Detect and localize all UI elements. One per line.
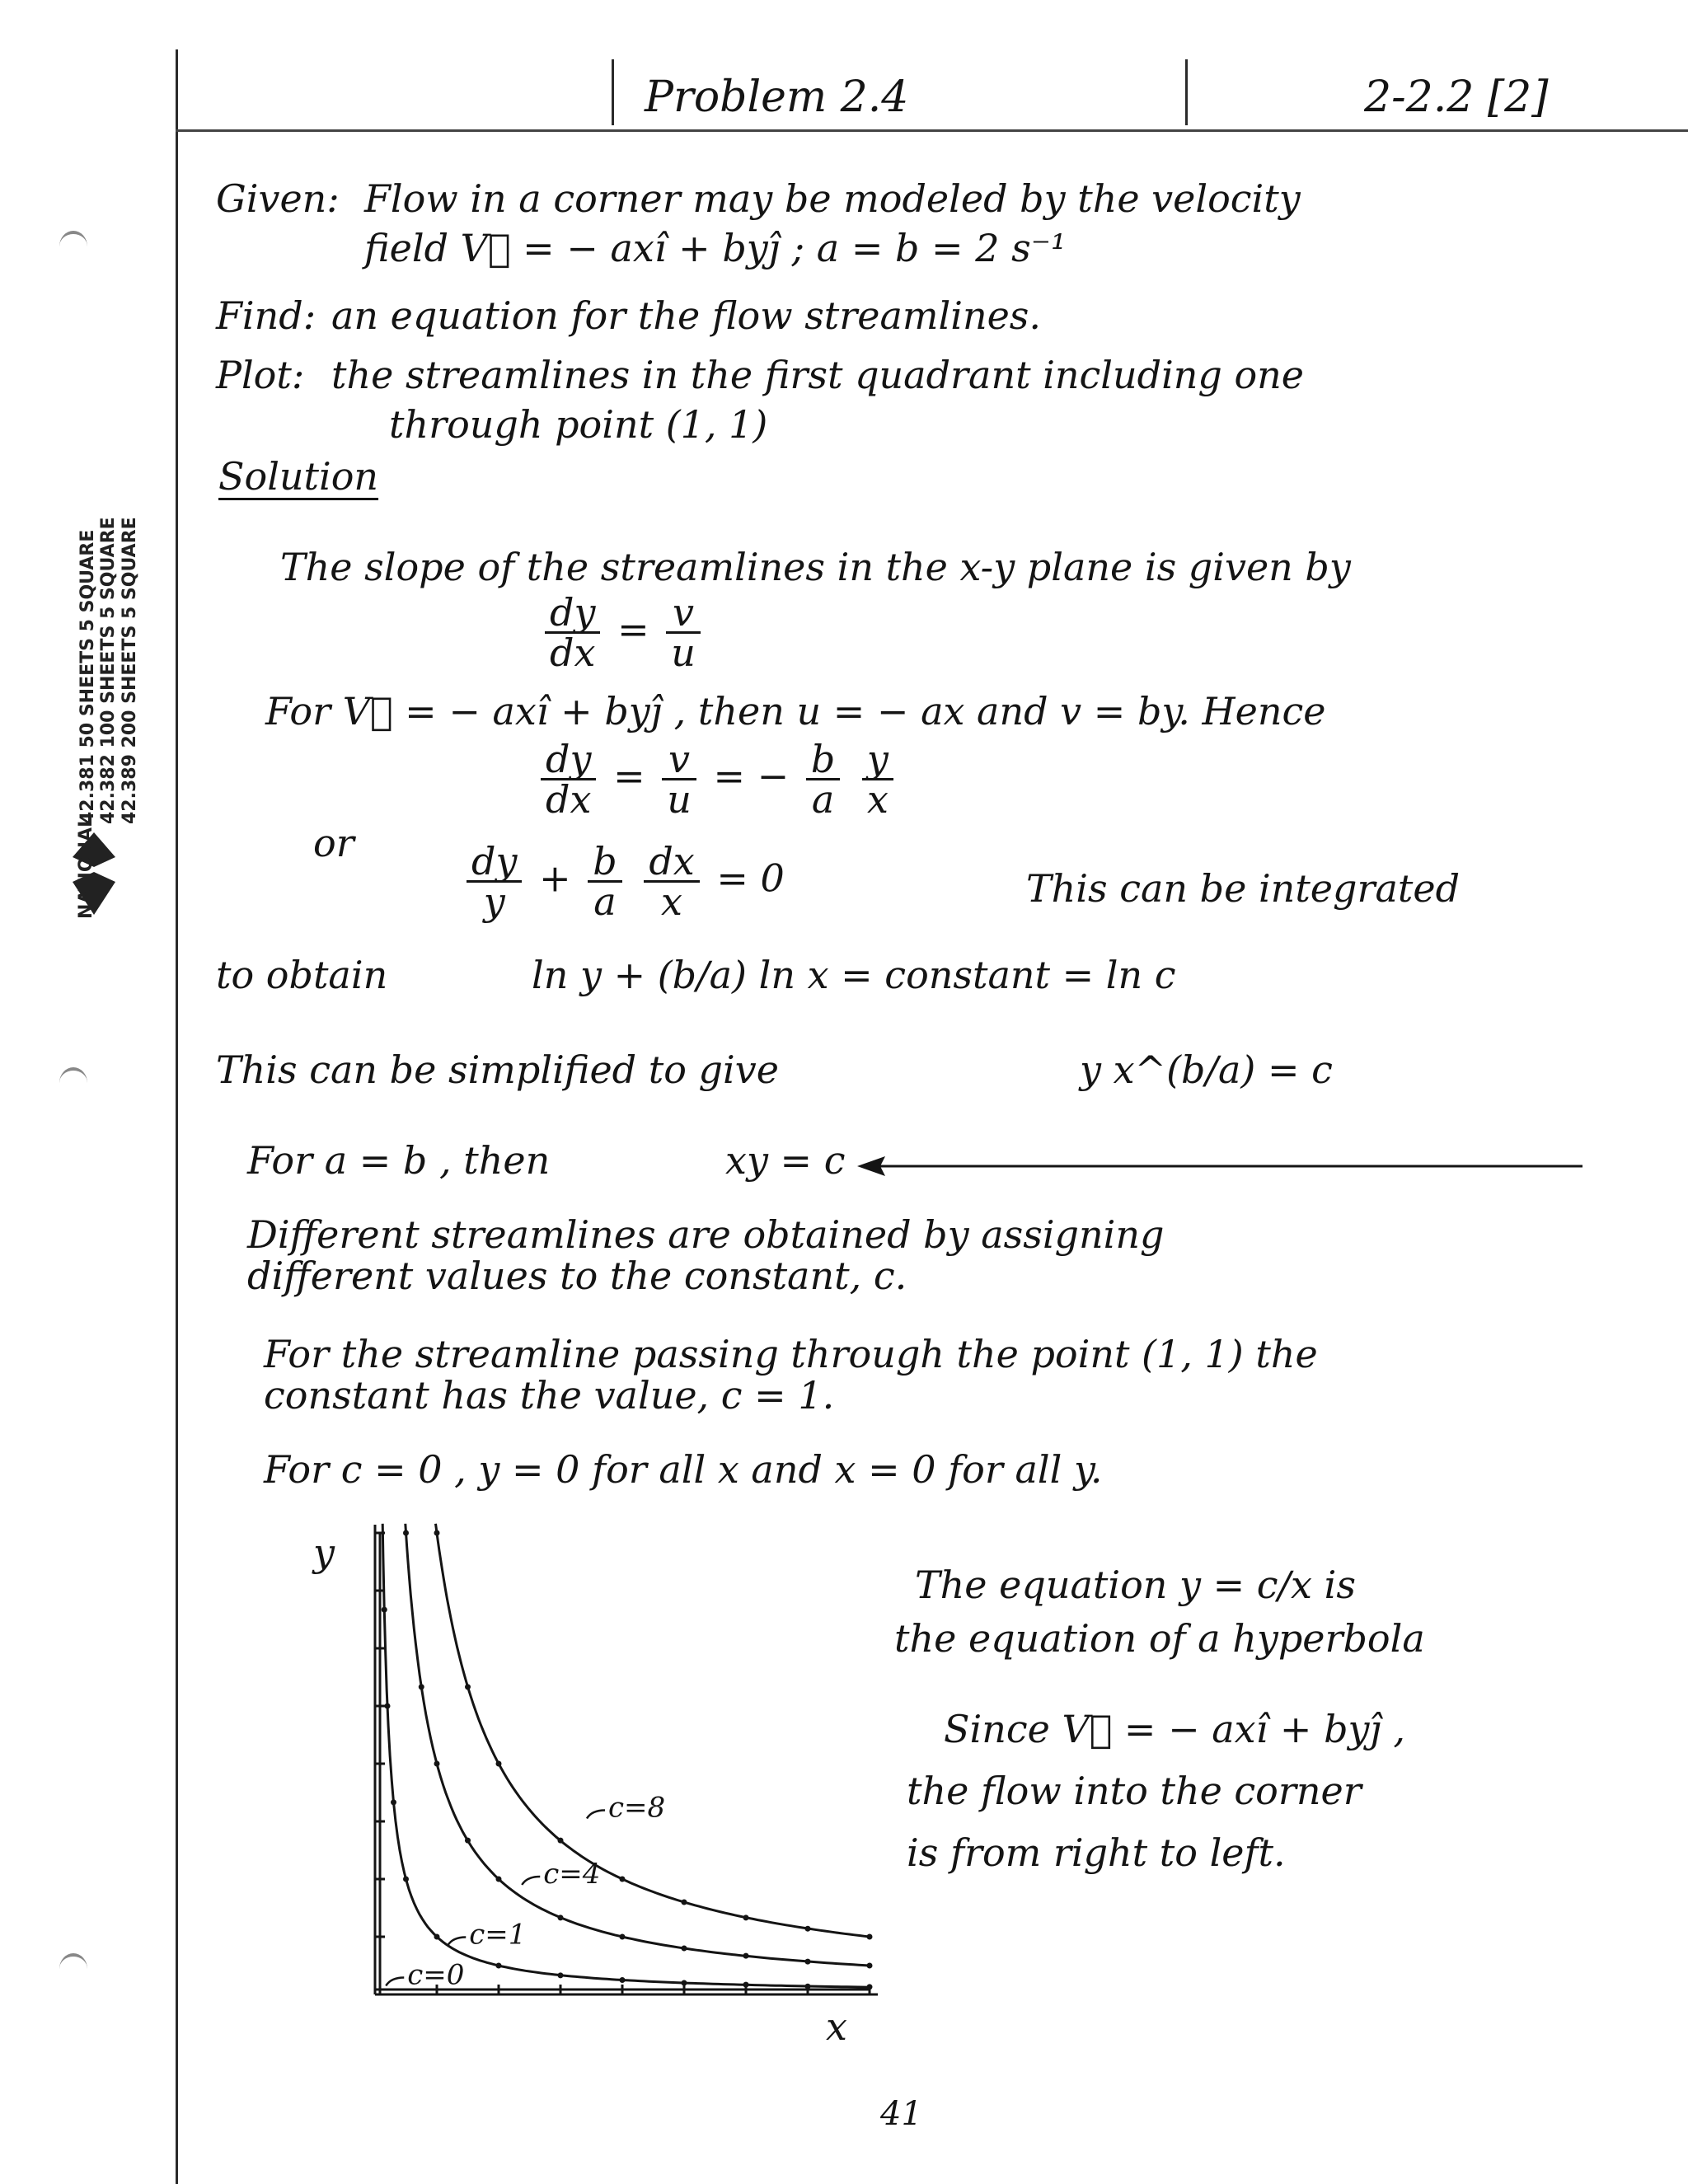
header-divider-right	[1185, 59, 1188, 125]
numerator: y	[862, 740, 893, 780]
streamline-point	[867, 1963, 873, 1969]
fraction	[662, 737, 696, 822]
streamline-c=1	[382, 1524, 870, 1988]
flow-note-3: is from right to left.	[907, 1830, 1286, 1875]
streamline-point	[620, 1934, 626, 1940]
numerator: b	[806, 740, 840, 780]
label-leader	[386, 1978, 404, 1986]
point-line-2: constant has the value, c = 1.	[264, 1373, 835, 1418]
binding-hole	[59, 1067, 87, 1099]
streamline-point	[382, 1607, 387, 1613]
series-label: c=1	[469, 1918, 527, 1952]
streamline-point	[496, 1761, 502, 1767]
pad-sku-line: 42.389 200 SHEETS 5 SQUARE	[119, 517, 140, 824]
header-divider-left	[612, 59, 614, 125]
problem-title: Problem 2.4	[645, 73, 909, 122]
denominator: a	[593, 879, 617, 924]
denominator: u	[667, 777, 692, 822]
pad-brand: NATIONAL	[76, 815, 96, 919]
denominator: dx	[550, 630, 596, 675]
streamline-point	[465, 1838, 471, 1844]
streamline-point	[496, 1877, 502, 1882]
series-label: c=8	[608, 1791, 666, 1825]
streamline-point	[558, 1972, 564, 1978]
equation-2: $\frac{dy}{dx}$ = $\frac{v}{u}$ = − $\frac{b}{a}$ $\frac{y}{x}$	[536, 740, 898, 818]
to-obtain-label: to obtain	[216, 953, 388, 997]
given-label: Given:	[216, 176, 340, 221]
streamline-point	[620, 1877, 626, 1882]
hyperbola-note-1: The equation y = c/x is	[915, 1563, 1356, 1607]
denominator: a	[811, 777, 835, 822]
different-line-1: Different streamlines are obtained by assigning	[247, 1212, 1165, 1257]
c-zero-line: For c = 0 , y = 0 for all x and x = 0 for all y.	[264, 1447, 1103, 1492]
pad-sku-list	[77, 517, 140, 824]
hyperbola-note-2: the equation of a hyperbola	[894, 1616, 1425, 1661]
streamline-point	[385, 1704, 391, 1709]
numerator: dy	[545, 593, 600, 634]
streamline-point	[558, 1915, 564, 1920]
streamline-point	[743, 1982, 749, 1988]
fraction	[541, 737, 596, 822]
pad-sku-line: 42.382 100 SHEETS 5 SQUARE	[98, 517, 120, 824]
fraction	[862, 737, 893, 822]
y-axis-label: y	[313, 1530, 335, 1575]
streamline-point	[682, 1900, 687, 1905]
pad-sku-line: 42.381 50 SHEETS 5 SQUARE	[77, 529, 98, 824]
streamline-point	[419, 1684, 424, 1690]
equation-6: xy = c	[725, 1138, 846, 1183]
denominator: x	[866, 777, 889, 822]
equation-rhs: 0	[760, 855, 785, 901]
label-leader	[587, 1811, 605, 1819]
streamline-point	[391, 1799, 396, 1805]
equation-4: ln y + (b/a) ln x = constant = ln c	[532, 953, 1176, 997]
streamline-point	[682, 1980, 687, 1986]
find-label: Find:	[216, 293, 316, 338]
plot-line-2: through point (1, 1)	[389, 402, 768, 447]
equation-5: y x^(b/a) = c	[1080, 1047, 1333, 1092]
page-number: 41	[880, 2095, 922, 2133]
x-axis-label: x	[826, 2004, 847, 2049]
streamline-point	[682, 1946, 687, 1952]
or-label: or	[313, 821, 354, 865]
simplified-text: This can be simplified to give	[216, 1047, 779, 1092]
solution-heading: Solution	[218, 454, 379, 499]
fraction	[644, 839, 699, 924]
equation-1: $\frac{dy}{dx}$ = $\frac{v}{u}$	[540, 593, 706, 672]
flow-note-1: Since V⃗ = − axî + byĵ ,	[944, 1707, 1406, 1751]
plot-axes	[375, 1525, 878, 1994]
streamline-point	[805, 1959, 811, 1965]
denominator: dx	[546, 777, 592, 822]
given-line-2: field V⃗ = − axî + byĵ ; a = b = 2 s⁻¹	[364, 226, 1067, 270]
streamline-c=8	[436, 1524, 870, 1937]
different-line-2: different values to the constant, c.	[247, 1254, 907, 1298]
streamline-point	[465, 1684, 471, 1690]
streamline-point	[496, 1963, 502, 1969]
streamline-point	[403, 1530, 409, 1536]
left-margin-rule	[176, 49, 178, 2184]
streamline-point	[434, 1761, 440, 1767]
streamline-point	[620, 1977, 626, 1983]
streamline-point	[743, 1953, 749, 1959]
streamline-point	[867, 1934, 873, 1940]
flow-note-2: the flow into the corner	[907, 1769, 1362, 1813]
streamline-point	[403, 1877, 409, 1882]
streamline-point	[805, 1926, 811, 1932]
numerator: b	[588, 842, 621, 883]
header-rule	[176, 129, 1688, 132]
binding-hole	[59, 1953, 87, 1985]
streamline-point	[434, 1530, 440, 1536]
arrow-icon	[857, 1150, 1582, 1183]
point-line-1: For the streamline passing through the point (1, 1) the	[264, 1332, 1318, 1376]
numerator: v	[666, 593, 701, 634]
fraction	[666, 590, 701, 675]
find-text: an equation for the flow streamlines.	[331, 293, 1042, 338]
streamline-plot	[280, 1516, 923, 2052]
numerator: v	[662, 740, 696, 780]
label-leader	[522, 1877, 540, 1885]
denominator: y	[483, 879, 505, 924]
given-line-1: Flow in a corner may be modeled by the velocity	[364, 176, 1301, 221]
fraction	[545, 590, 600, 675]
fraction	[806, 737, 840, 822]
for-a-equals-b: For a = b , then	[247, 1138, 551, 1183]
plot-curves	[375, 1524, 873, 1994]
fraction	[467, 839, 522, 924]
problem-code: 2-2.2 [2]	[1364, 73, 1549, 122]
label-leader	[448, 1938, 466, 1946]
numerator: dy	[467, 842, 522, 883]
denominator: u	[671, 630, 696, 675]
numerator: dy	[541, 740, 596, 780]
fraction	[588, 839, 621, 924]
binding-hole	[59, 231, 87, 262]
plot-label: Plot:	[216, 353, 305, 397]
series-label: c=4	[543, 1858, 601, 1891]
for-velocity-text: For V⃗ = − axî + byĵ , then u = − ax and v = by. Hence	[265, 689, 1326, 733]
streamline-point	[434, 1934, 440, 1940]
streamline-c=4	[406, 1524, 870, 1966]
integrate-note: This can be integrated	[1026, 866, 1461, 911]
numerator: dx	[644, 842, 699, 883]
equation-3: $\frac{dy}{y}$ + $\frac{b}{a}$ $\frac{dx}{x}$ = 0	[462, 842, 785, 921]
plot-line-1: the streamlines in the first quadrant including one	[331, 353, 1305, 397]
streamline-point	[743, 1915, 749, 1920]
series-label: c=0	[407, 1958, 465, 1992]
streamline-point	[558, 1838, 564, 1844]
slope-text: The slope of the streamlines in the x-y plane is given by	[280, 545, 1351, 589]
denominator: x	[661, 879, 682, 924]
